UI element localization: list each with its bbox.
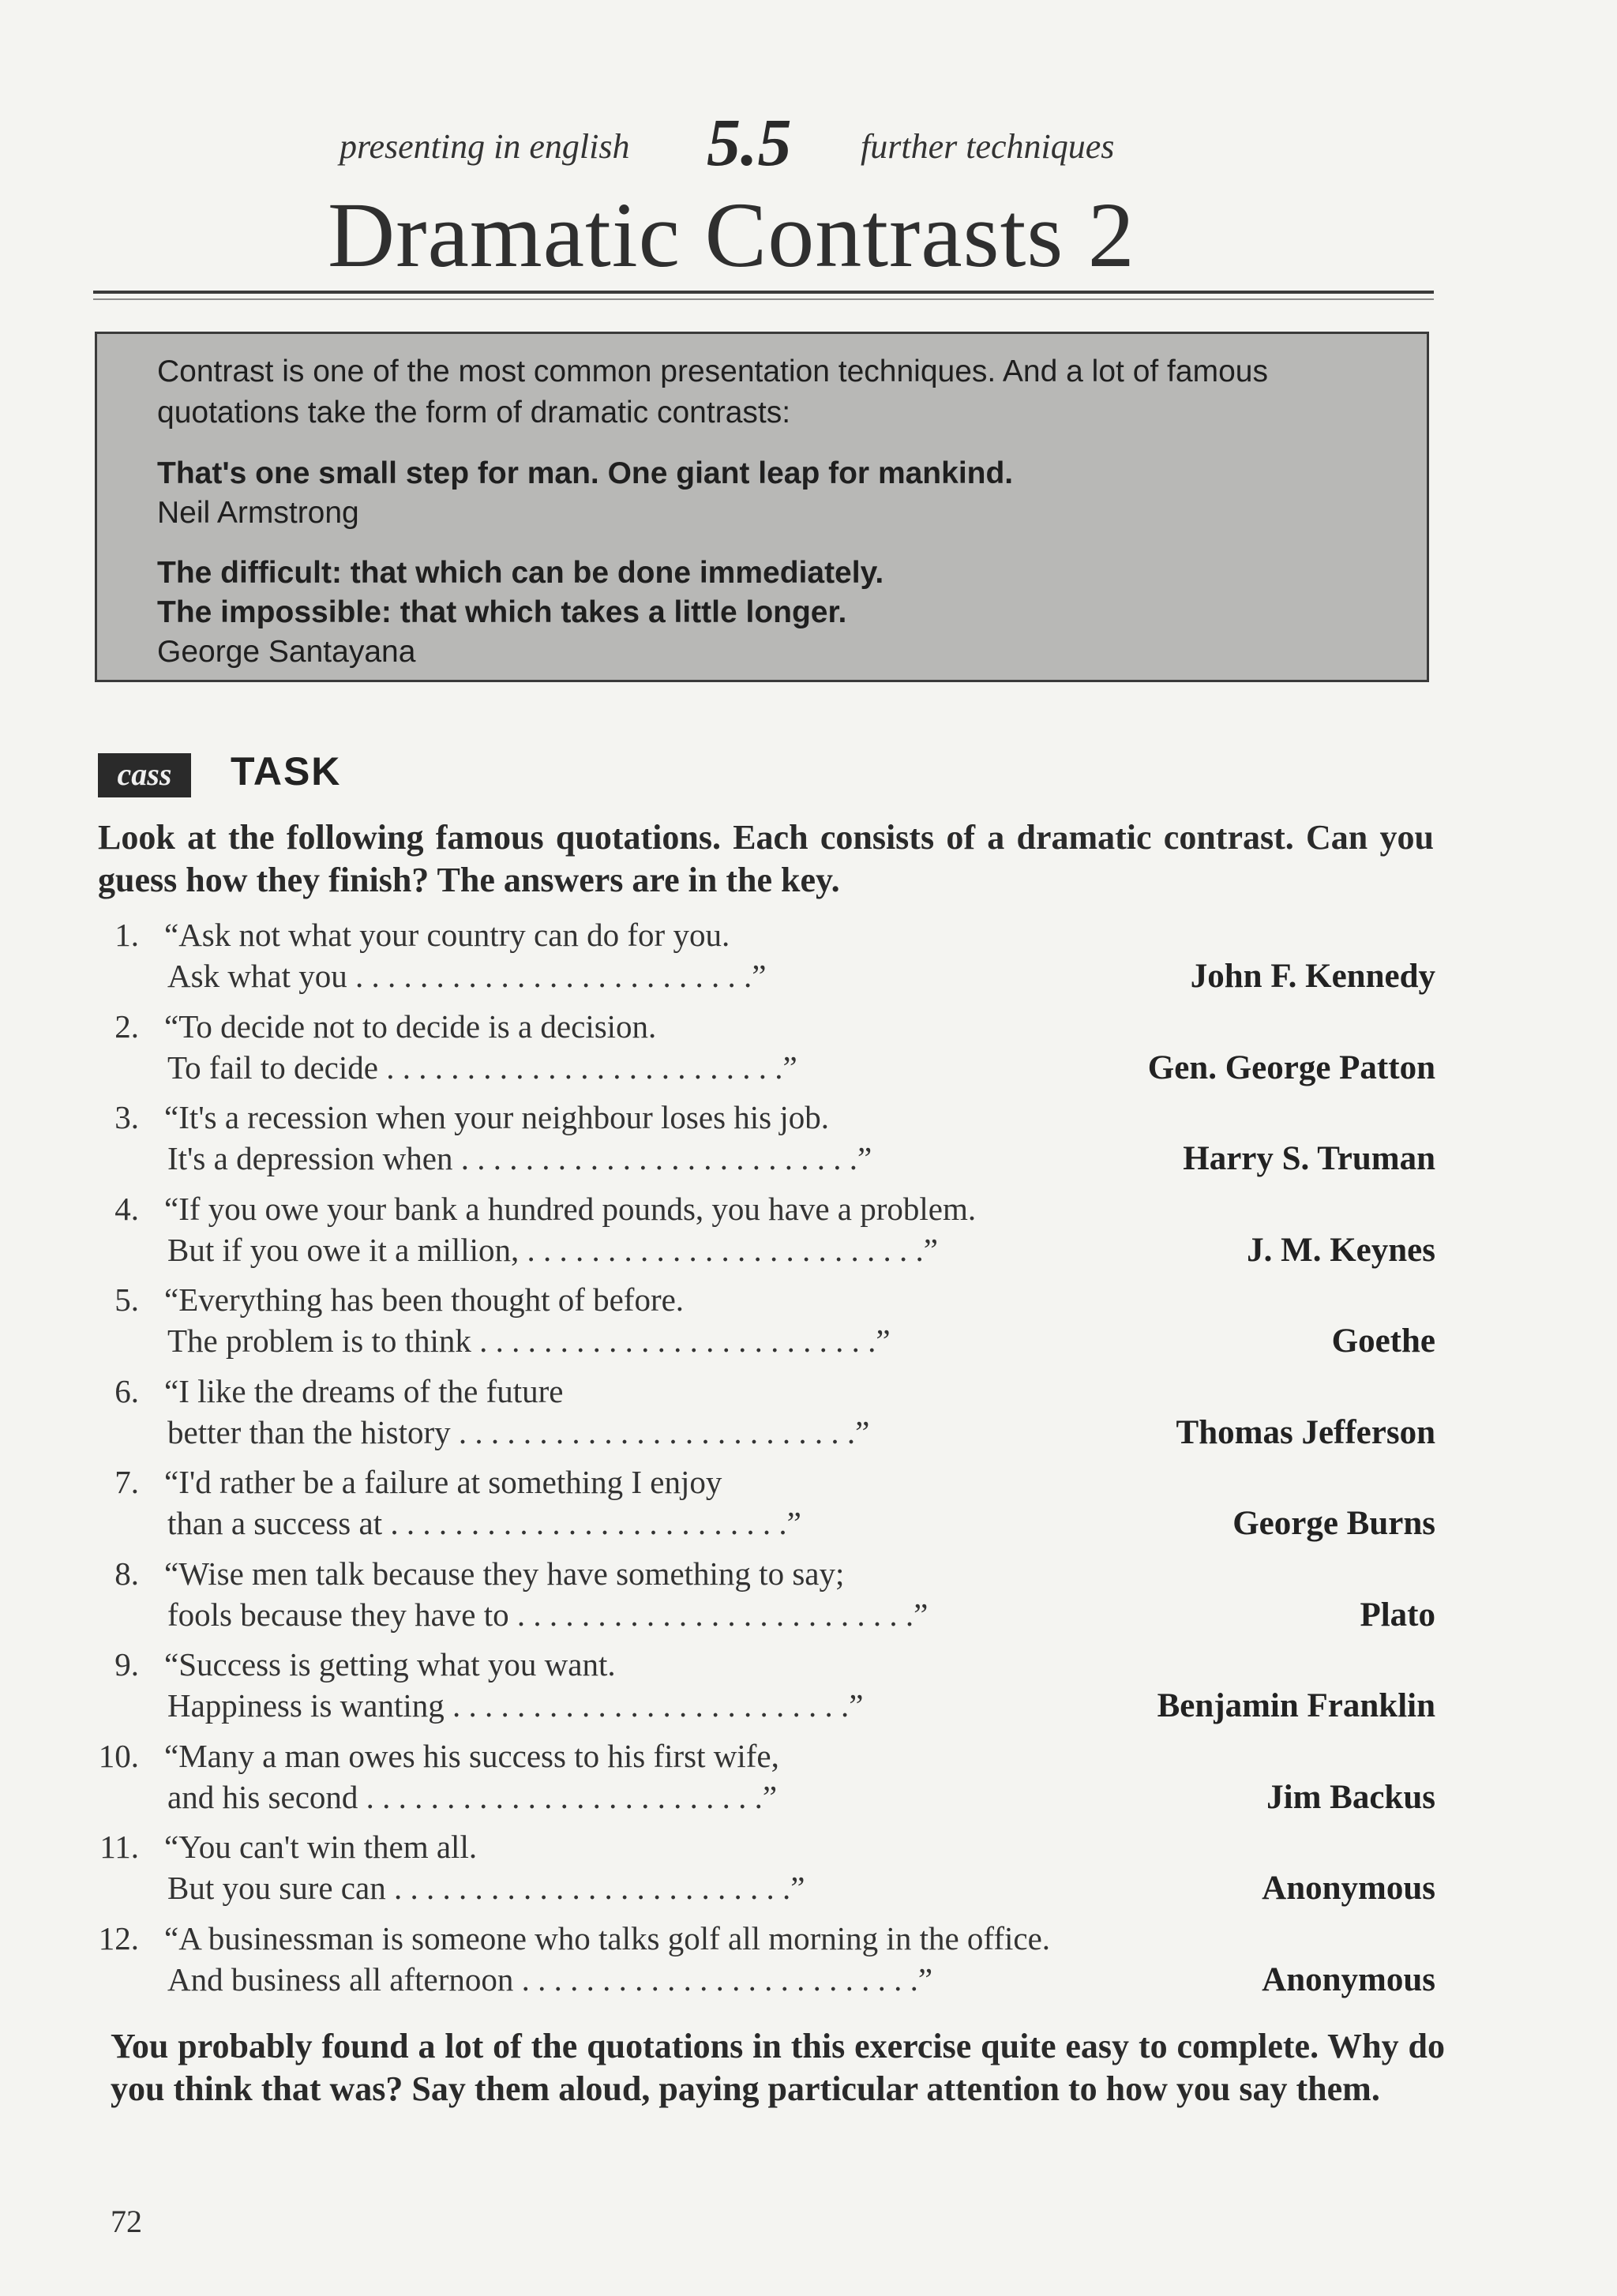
quote-number: 5. bbox=[114, 1281, 139, 1318]
example-quote-author: Neil Armstrong bbox=[157, 496, 359, 530]
quote-number: 12. bbox=[98, 1919, 139, 1956]
quote-blank-line: than a success at . . . . . . . . . . . . . . . . . . . . . . . . .” bbox=[167, 1505, 801, 1541]
quote-number: 7. bbox=[114, 1464, 139, 1500]
quote-author: Plato bbox=[1360, 1596, 1435, 1634]
quote-line: “Success is getting what you want. bbox=[164, 1646, 616, 1683]
quote-blank-line: fools because they have to . . . . . . . . . . . . . . . . . . . . . . . . .” bbox=[167, 1596, 929, 1633]
list-item bbox=[0, 916, 1617, 1007]
quote-line: “Everything has been thought of before. bbox=[164, 1281, 685, 1318]
list-item bbox=[0, 1007, 1617, 1099]
quote-author: John F. Kennedy bbox=[1190, 958, 1435, 995]
intro-text: Contrast is one of the most common presentation techniques. And a lot of famous quotations take the form of dramatic contrasts: bbox=[157, 355, 1268, 430]
list-item bbox=[0, 1828, 1617, 1919]
intro-box bbox=[95, 332, 1429, 682]
example-quote bbox=[157, 454, 1427, 533]
title-divider-thin bbox=[93, 298, 1434, 300]
quote-blank-line: It's a depression when . . . . . . . . . . . . . . . . . . . . . . . . .” bbox=[167, 1140, 872, 1176]
quote-blank-line: Happiness is wanting . . . . . . . . . . . . . . . . . . . . . . . . .” bbox=[167, 1687, 864, 1724]
quote-line: “A businessman is someone who talks golf all morning in the office. bbox=[164, 1919, 1051, 1956]
quote-author: Thomas Jefferson bbox=[1176, 1413, 1435, 1451]
example-quote-text: The impossible: that which takes a little longer. bbox=[157, 595, 847, 629]
quote-number: 9. bbox=[114, 1646, 139, 1683]
quote-line: “I'd rather be a failure at something I enjoy bbox=[164, 1464, 722, 1500]
example-quote bbox=[157, 553, 1427, 672]
list-item bbox=[0, 1645, 1617, 1737]
header-subtitle: further techniques bbox=[861, 127, 1115, 166]
example-quote-author: George Santayana bbox=[157, 635, 416, 669]
list-item bbox=[0, 1463, 1617, 1555]
list-item bbox=[0, 1555, 1617, 1646]
list-item bbox=[0, 1372, 1617, 1464]
cassette-badge: cass bbox=[98, 753, 191, 797]
quote-blank-line: The problem is to think . . . . . . . . . . . . . . . . . . . . . . . . .” bbox=[167, 1322, 891, 1359]
quote-number: 6. bbox=[114, 1372, 139, 1409]
quote-author: Anonymous bbox=[1262, 1870, 1435, 1907]
task-title: TASK bbox=[231, 749, 342, 793]
quote-number: 3. bbox=[114, 1099, 139, 1135]
quote-number: 2. bbox=[114, 1007, 139, 1045]
list-item bbox=[0, 1190, 1617, 1281]
task-instructions: Look at the following famous quotations. Each consists of a dramatic contrast. Can you guess how they finish? The answers are in the key. bbox=[98, 818, 1434, 899]
quote-author: Harry S. Truman bbox=[1183, 1140, 1435, 1177]
list-item bbox=[0, 1919, 1617, 2011]
title-divider bbox=[93, 291, 1434, 294]
quotation-list bbox=[0, 916, 1617, 2010]
quote-number: 8. bbox=[114, 1555, 139, 1592]
quote-line: “To decide not to decide is a decision. bbox=[164, 1007, 657, 1045]
quote-author: J. M. Keynes bbox=[1247, 1231, 1435, 1269]
quote-blank-line: better than the history . . . . . . . . . . . . . . . . . . . . . . . . .” bbox=[167, 1413, 870, 1450]
quote-line: “Wise men talk because they have something to say; bbox=[164, 1555, 845, 1592]
list-item bbox=[0, 1098, 1617, 1190]
quote-line: “Ask not what your country can do for you. bbox=[164, 917, 730, 953]
example-quote-text: That's one small step for man. One giant leap for mankind. bbox=[157, 456, 1014, 490]
quote-author: Gen. George Patton bbox=[1147, 1049, 1435, 1086]
quote-line: “If you owe your bank a hundred pounds, you have a problem. bbox=[164, 1190, 977, 1227]
quote-line: “You can't win them all. bbox=[164, 1829, 478, 1865]
quote-number: 1. bbox=[114, 917, 139, 953]
page-title: Dramatic Contrasts 2 bbox=[328, 183, 1135, 287]
quote-author: Anonymous bbox=[1262, 1960, 1435, 1998]
quote-blank-line: But you sure can . . . . . . . . . . . . . . . . . . . . . . . . .” bbox=[167, 1870, 805, 1906]
quote-line: “I like the dreams of the future bbox=[164, 1372, 564, 1409]
list-item bbox=[0, 1281, 1617, 1372]
quote-author: Jim Backus bbox=[1266, 1778, 1435, 1816]
closing-paragraph: You probably found a lot of the quotations in this exercise quite easy to complete. Why do you think that was? Say them aloud, paying particular attention to how you say them. bbox=[111, 2027, 1445, 2108]
header-section-number: 5.5 bbox=[707, 104, 792, 180]
quote-blank-line: To fail to decide . . . . . . . . . . . . . . . . . . . . . . . . .” bbox=[167, 1049, 797, 1086]
quote-author: Goethe bbox=[1331, 1322, 1435, 1360]
quote-line: “Many a man owes his success to his first wife, bbox=[164, 1737, 779, 1774]
quote-blank-line: Ask what you . . . . . . . . . . . . . . . . . . . . . . . . .” bbox=[167, 958, 767, 994]
quote-line: “It's a recession when your neighbour loses his job. bbox=[164, 1099, 830, 1135]
quote-author: George Burns bbox=[1232, 1505, 1435, 1542]
quote-author: Benjamin Franklin bbox=[1157, 1687, 1435, 1724]
quote-number: 4. bbox=[114, 1190, 139, 1227]
quote-blank-line: and his second . . . . . . . . . . . . . . . . . . . . . . . . .” bbox=[167, 1778, 778, 1815]
example-quote-text: The difficult: that which can be done immediately. bbox=[157, 556, 884, 590]
quote-blank-line: And business all afternoon . . . . . . . . . . . . . . . . . . . . . . . . .” bbox=[167, 1960, 933, 1998]
quote-number: 11. bbox=[99, 1829, 139, 1865]
quote-number: 10. bbox=[98, 1737, 139, 1774]
page-number: 72 bbox=[111, 2204, 142, 2239]
quote-blank-line: But if you owe it a million, . . . . . . . . . . . . . . . . . . . . . . . . .” bbox=[167, 1231, 938, 1268]
header-series: presenting in english bbox=[340, 127, 630, 166]
list-item bbox=[0, 1737, 1617, 1829]
